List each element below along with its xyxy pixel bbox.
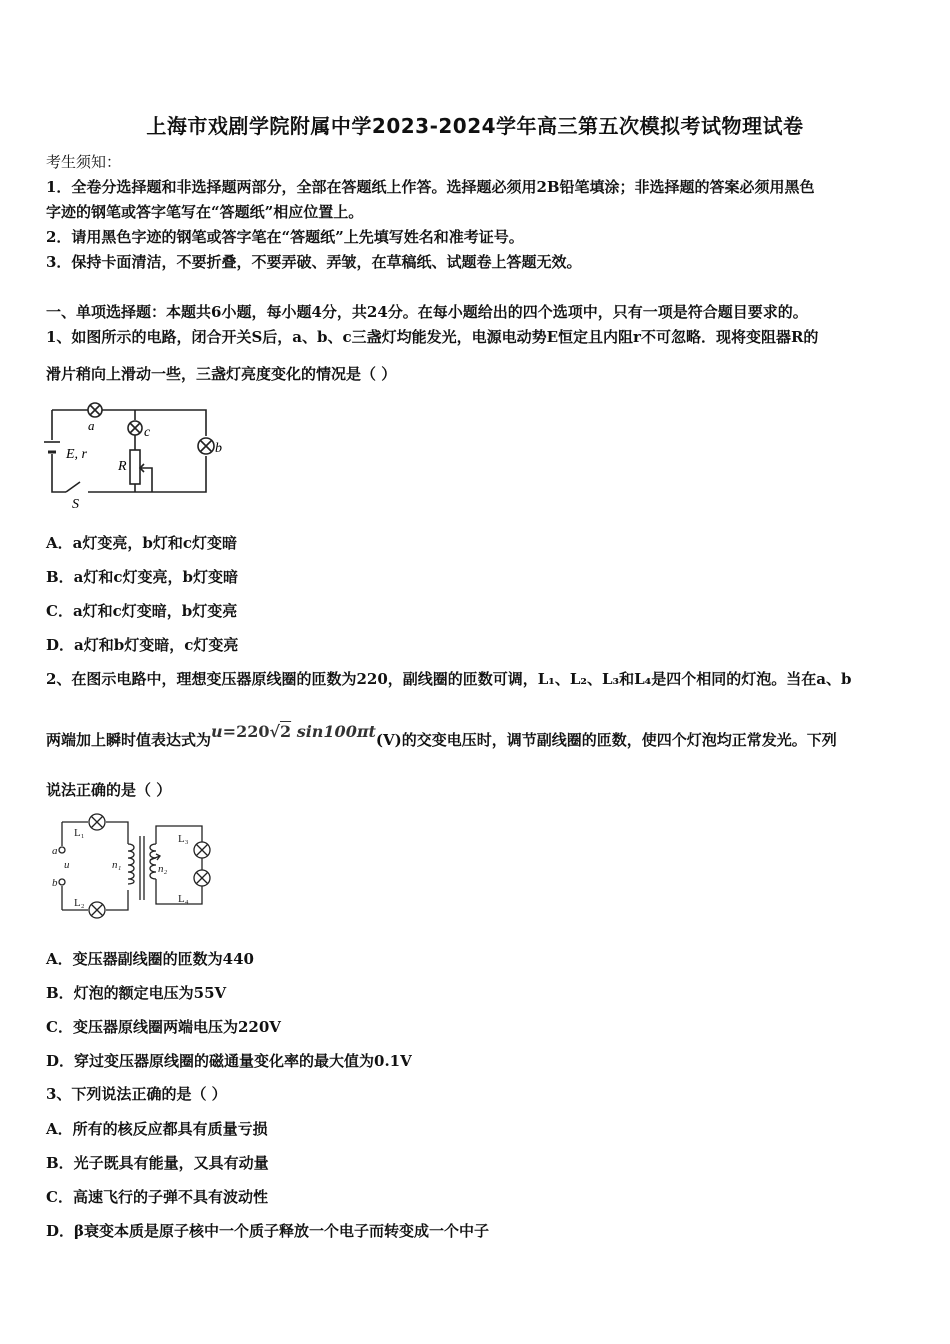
q1-circuit-diagram xyxy=(40,398,230,513)
q1-label-a: a xyxy=(88,418,95,433)
section-heading: 一、单项选择题：本题共6小题，每小题4分，共24分。在每小题给出的四个选项中，只有一项是符合题目要求的。 xyxy=(46,303,808,321)
q1-stem-line2: 滑片稍向上滑动一些，三盏灯亮度变化的情况是（ ） xyxy=(46,365,397,383)
q3-option-c: C．高速飞行的子弹不具有波动性 xyxy=(46,1188,268,1206)
q2-stem-line1: 2、在图示电路中，理想变压器原线圈的匝数为220，副线圈的匝数可调，L₁、L₂、L₃和L₄是四个相同的灯泡。当在a、b xyxy=(46,670,852,688)
q1-option-c: C．a灯和c灯变暗，b灯变亮 xyxy=(46,602,238,620)
q2-option-b: B．灯泡的额定电压为55V xyxy=(46,984,227,1002)
q3-option-b: B．光子既具有能量，又具有动量 xyxy=(46,1154,269,1172)
q2-formula-u: u xyxy=(211,722,223,741)
notice-item-1-cont: 字迹的钢笔或答字笔写在“答题纸”相应位置上。 xyxy=(46,203,364,221)
q2-label-L3: L₃ xyxy=(178,833,189,845)
q1-option-a: A．a灯变亮，b灯和c灯变暗 xyxy=(46,534,237,552)
q2-label-L1: L₁ xyxy=(74,827,85,839)
q1-label-Er: E, r xyxy=(66,447,87,462)
q2-label-n1: n₁ xyxy=(112,859,122,871)
q1-label-R: R xyxy=(118,459,127,474)
page-title: 上海市戏剧学院附属中学2023-2024学年高三第五次模拟考试物理试卷 xyxy=(146,114,804,138)
q2-label-n2: n₂ xyxy=(158,863,168,875)
q1-option-d: D．a灯和b灯变暗，c灯变亮 xyxy=(46,636,239,654)
notice-item-3: 3．保持卡面清洁，不要折叠，不要弄破、弄皱，在草稿纸、试题卷上答题无效。 xyxy=(46,253,582,271)
q2-formula-sin: sin100πt xyxy=(296,722,376,741)
q2-option-a: A．变压器副线圈的匝数为440 xyxy=(46,950,254,968)
q2-label-L2: L₂ xyxy=(74,897,85,909)
q2-stem-line2 xyxy=(46,722,904,750)
q1-option-b: B．a灯和c灯变亮，b灯变暗 xyxy=(46,568,239,586)
q2-stem-pre: 两端加上瞬时值表达式为 xyxy=(46,731,212,749)
q3-option-d: D．β衰变本质是原子核中一个质子释放一个电子而转变成一个中子 xyxy=(46,1222,489,1240)
notice-item-2: 2．请用黑色字迹的钢笔或答字笔在“答题纸”上先填写姓名和准考证号。 xyxy=(46,228,524,246)
q3-option-a: A．所有的核反应都具有质量亏损 xyxy=(46,1120,268,1138)
q2-transformer-diagram xyxy=(52,810,222,925)
q2-option-d: D．穿过变压器原线圈的磁通量变化率的最大值为0.1V xyxy=(46,1052,412,1070)
q2-option-c: C．变压器原线圈两端电压为220V xyxy=(46,1018,281,1036)
q2-label-u: u xyxy=(64,859,70,871)
q2-stem-post: (V)的交变电压时，调节副线圈的匝数，使四个灯泡均正常发光。下列 xyxy=(375,731,837,749)
q2-label-a: a xyxy=(52,845,58,857)
q2-label-b: b xyxy=(52,877,58,889)
q3-stem: 3、下列说法正确的是（ ） xyxy=(46,1085,227,1103)
q1-label-b: b xyxy=(215,441,222,456)
q1-label-S: S xyxy=(72,497,79,512)
q2-formula-sqrt: 2 xyxy=(279,722,292,741)
q2-formula-eq: =220 xyxy=(222,722,270,741)
q2-label-L4: L₄ xyxy=(178,893,189,905)
q2-stem-line3: 说法正确的是（ ） xyxy=(46,781,172,799)
notice-item-1: 1．全卷分选择题和非选择题两部分，全部在答题纸上作答。选择题必须用2B铅笔填涂；非选择题的答案必须用黑色 xyxy=(46,178,815,196)
q2-formula: u=220√2 sin100πt xyxy=(211,722,376,741)
q1-stem-line1: 1、如图所示的电路，闭合开关S后，a、b、c三盏灯均能发光，电源电动势E恒定且内阻r不可忽略．现将变阻器R的 xyxy=(46,328,819,346)
notice-heading: 考生须知： xyxy=(46,153,122,171)
q1-label-c: c xyxy=(144,425,151,440)
